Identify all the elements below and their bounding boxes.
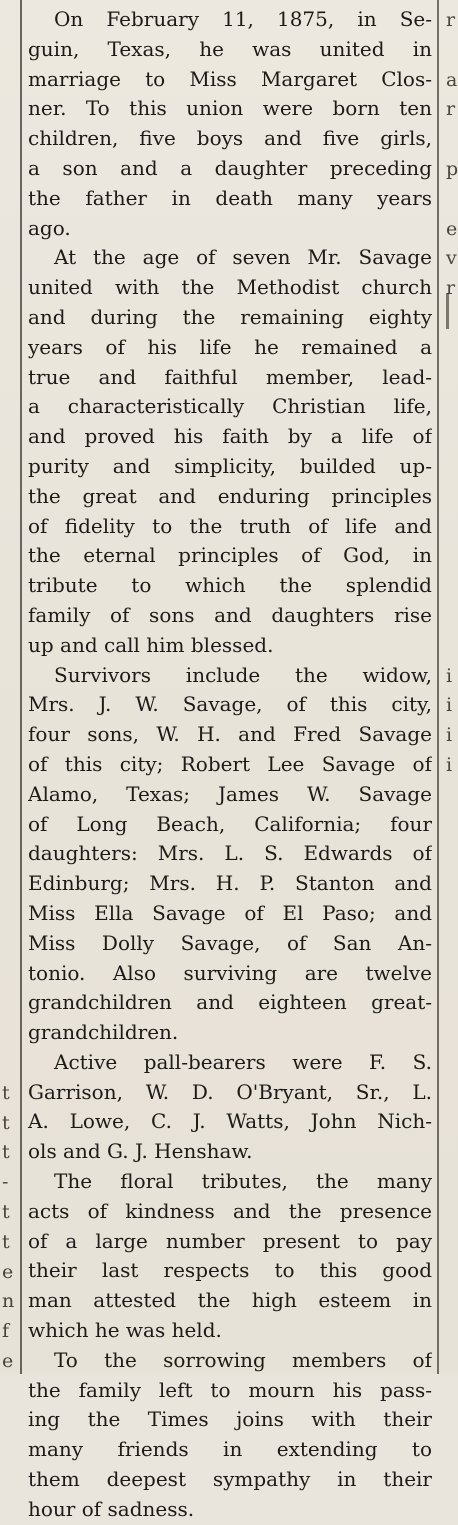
gutter-glyph: r bbox=[446, 98, 456, 121]
article-line: At the age of seven Mr. Savage bbox=[54, 245, 432, 270]
article-line: a son and a daughter preceding bbox=[28, 155, 432, 180]
article-line: and during the remaining eighty bbox=[28, 304, 432, 329]
gutter-glyph: e bbox=[2, 1260, 14, 1283]
article-line: their last respects to this good bbox=[28, 1258, 432, 1283]
article-line: A. Lowe, C. J. Watts, John Nich- bbox=[28, 1109, 432, 1134]
gutter-glyph: a bbox=[446, 68, 458, 91]
gutter-glyph: e bbox=[2, 1350, 14, 1372]
article-line: Alamo, Texas; James W. Savage bbox=[28, 781, 432, 806]
article-line: grandchildren and eighteen great- bbox=[28, 990, 432, 1015]
article-line: hour of sadness. bbox=[28, 1496, 195, 1521]
article-line: ing the Times joins with their bbox=[28, 1407, 432, 1432]
article-line: grandchildren. bbox=[28, 1020, 179, 1045]
gutter-glyph: - bbox=[2, 1171, 9, 1194]
article-line: of this city; Robert Lee Savage of bbox=[28, 751, 432, 776]
gutter-glyph: i bbox=[446, 664, 453, 687]
gutter-glyph: v bbox=[446, 247, 457, 270]
column-rule-left bbox=[20, 0, 22, 1374]
article-line: Mrs. J. W. Savage, of this city, bbox=[28, 692, 432, 717]
article-line: united with the Methodist church bbox=[28, 275, 432, 300]
article-line: Garrison, W. D. O'Bryant, Sr., L. bbox=[28, 1079, 432, 1104]
gutter-glyph: r bbox=[446, 277, 456, 300]
gutter-glyph: e bbox=[446, 217, 458, 240]
gutter-glyph: t bbox=[2, 1230, 10, 1253]
article-line: up and call him blessed. bbox=[28, 632, 274, 657]
gutter-glyph: f bbox=[2, 1320, 10, 1343]
article-line: and proved his faith by a life of bbox=[28, 424, 432, 449]
article-line: Edinburg; Mrs. H. P. Stanton and bbox=[28, 871, 432, 896]
article-line: Survivors include the widow, bbox=[54, 662, 432, 687]
obituary-article-column bbox=[28, 5, 432, 1525]
gutter-glyph: i bbox=[446, 694, 453, 717]
article-line: purity and simplicity, builded up- bbox=[28, 453, 432, 478]
gutter-glyph: i bbox=[446, 724, 453, 747]
article-line: ago. bbox=[28, 215, 71, 240]
gutter-glyph: t bbox=[2, 1111, 10, 1134]
article-line: many friends in extending to bbox=[28, 1437, 432, 1462]
article-line: of Long Beach, California; four bbox=[28, 811, 432, 836]
article-line: acts of kindness and the presence bbox=[28, 1198, 432, 1223]
article-line: guin, Texas, he was united in bbox=[28, 36, 432, 61]
article-line: the family left to mourn his pass- bbox=[28, 1377, 432, 1402]
article-line: To the sorrowing members of bbox=[54, 1347, 432, 1372]
article-line: tribute to which the splendid bbox=[28, 573, 432, 598]
column-rule-right bbox=[437, 0, 439, 1374]
article-line: children, five boys and five girls, bbox=[28, 126, 432, 151]
gutter-glyph: p bbox=[446, 158, 458, 180]
article-line: On February 11, 1875, in Se- bbox=[54, 7, 432, 31]
article-line: Miss Ella Savage of El Paso; and bbox=[28, 900, 432, 925]
article-line: family of sons and daughters rise bbox=[28, 602, 432, 627]
gutter-glyph: t bbox=[2, 1201, 10, 1223]
article-line: true and faithful member, lead- bbox=[28, 364, 432, 389]
article-line: four sons, W. H. and Fred Savage bbox=[28, 722, 432, 747]
gutter-glyph: i bbox=[446, 754, 453, 776]
article-line: marriage to Miss Margaret Clos- bbox=[28, 66, 432, 91]
gutter-glyph: r bbox=[446, 9, 456, 31]
article-line: the great and enduring principles bbox=[28, 483, 432, 508]
article-line: man attested the high esteem in bbox=[28, 1288, 432, 1313]
article-line: Active pall-bearers were F. S. bbox=[54, 1049, 432, 1074]
article-line: Miss Dolly Savage, of San An- bbox=[28, 930, 432, 955]
article-line: years of his life he remained a bbox=[28, 334, 432, 359]
article-line: the eternal principles of God, in bbox=[28, 543, 432, 568]
article-line: them deepest sympathy in their bbox=[28, 1467, 432, 1492]
article-line: The floral tributes, the many bbox=[54, 1169, 432, 1194]
article-line: daughters: Mrs. L. S. Edwards of bbox=[28, 841, 432, 866]
gutter-glyph: t bbox=[2, 1141, 10, 1164]
article-line: of a large number present to pay bbox=[28, 1228, 432, 1253]
article-line: tonio. Also surviving are twelve bbox=[28, 960, 432, 985]
article-line: ner. To this union were born ten bbox=[28, 96, 432, 121]
article-line: which he was held. bbox=[28, 1318, 222, 1343]
article-line: ols and G. J. Henshaw. bbox=[28, 1139, 253, 1164]
gutter-glyph: t bbox=[2, 1081, 10, 1104]
article-line: the father in death many years bbox=[28, 185, 432, 210]
article-line: of fidelity to the truth of life and bbox=[28, 513, 432, 538]
article-line: a characteristically Christian life, bbox=[28, 394, 432, 419]
gutter-glyph: n bbox=[2, 1290, 15, 1313]
